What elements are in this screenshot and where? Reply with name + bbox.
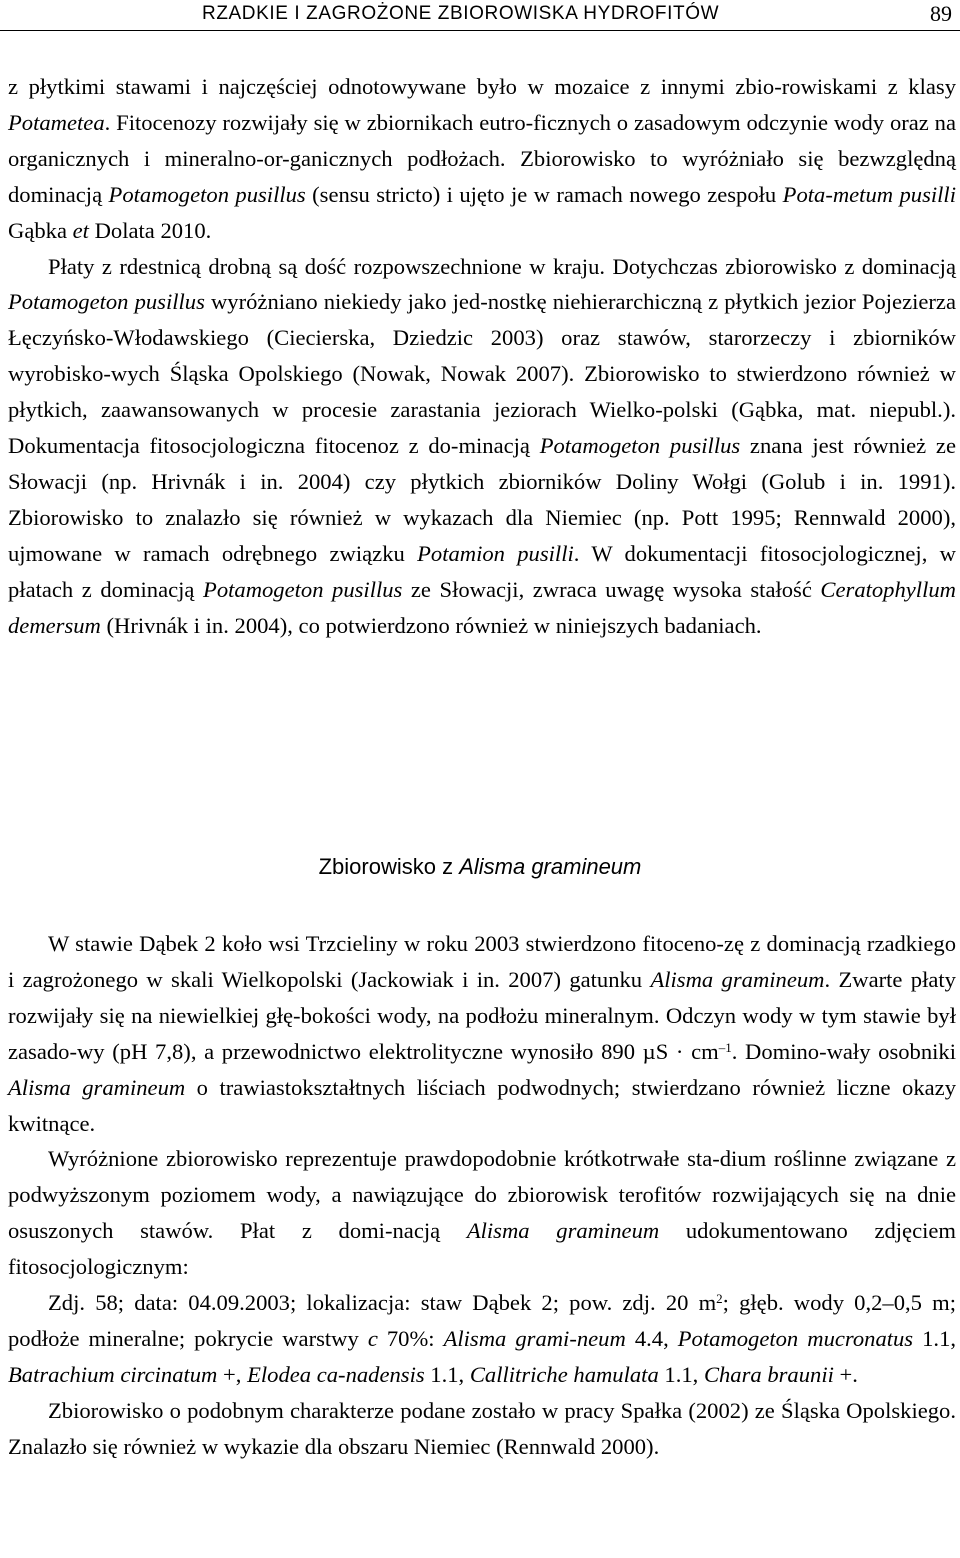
page-number: 89 <box>930 1 952 26</box>
section-heading-taxon: Alisma gramineum <box>459 854 642 879</box>
taxon-name: Potamogeton pusillus <box>203 576 403 602</box>
text-run: Gąbka <box>8 217 73 243</box>
text-run: znana jest również ze Słowacji (np. Hrivnák i in. 2004) czy płytkich zbiorników Doliny Wołgi (Golub i in. 1991). Zbiorowisko to znalazło się również w wykazach dla Niemiec (np. Pott 1995; Rennwald 2000), ujmowane w ramach odrębnego związku <box>8 433 956 566</box>
body-text-bottom <box>8 926 956 1465</box>
taxon-name: Chara braunii <box>703 1361 834 1387</box>
text-run: 1.1, <box>913 1325 957 1351</box>
body-text-top <box>8 69 956 644</box>
text-run: . Domino-wały osobniki <box>731 1038 956 1064</box>
taxon-name: Potamion pusilli <box>417 540 574 566</box>
text-run: (sensu stricto) i ujęto je w ramach nowego zespołu <box>305 181 783 207</box>
paragraph-2 <box>8 249 956 644</box>
running-title: RZADKIE I ZAGROŻONE ZBIOROWISKA HYDROFITÓW <box>202 3 720 24</box>
text-run: +. <box>833 1361 858 1387</box>
taxon-name: Batrachium circinatum <box>8 1361 218 1387</box>
paragraph-3 <box>8 926 956 1141</box>
taxon-name: Potametea <box>8 109 105 135</box>
text-run: 1.1, <box>658 1361 704 1387</box>
text-run: Zdj. 58; data: 04.09.2003; lokalizacja: staw Dąbek 2; pow. zdj. 20 m <box>48 1290 717 1316</box>
taxon-name: Elodea ca-nadensis <box>247 1361 425 1387</box>
text-run: (Hrivnák i in. 2004), co potwierdzono również w niniejszych badaniach. <box>100 612 762 638</box>
taxon-name: Alisma gramineum <box>650 966 825 992</box>
text-run: . W dokumentacji fitosocjologicznej, w płatach z dominacją <box>8 540 956 602</box>
text-run: ; głęb. wody 0,2–0,5 m; podłoże mineralne; pokrycie warstwy <box>8 1290 956 1351</box>
taxon-name: Ceratophyllum demersum <box>8 576 956 638</box>
text-run: Płaty z rdestnicą drobną są dość rozpowszechnione w kraju. Dotychczas zbiorowisko z dominacją <box>48 253 956 279</box>
text-run: wyróżniano niekiedy jako jed-nostkę niehierarchiczną z płytkich jezior Pojezierza Łęczyńsko-Włodawskiego (Ciecierska, Dziedzic 2003) oraz stawów, starorzeczy i zbiorników wyrobisko-wych Śląska Opolskiego (Nowak, Nowak 2007). Zbiorowisko to stwierdzono również w płytkich, zaawansowanych w procesie zarastania jeziorach Wielko-polski (Gąbka, mat. niepubl.). Dokumentacja fitosocjologiczna fitocenoz z do-minacją <box>8 289 956 459</box>
taxon-name: Alisma gramineum <box>8 1074 186 1100</box>
text-run: 1.1, <box>424 1361 470 1387</box>
paragraph-4 <box>8 1141 956 1285</box>
text-run: udokumentowano zdjęciem fitosocjologicznym: <box>8 1218 956 1280</box>
taxon-name: Potamogeton pusillus <box>539 433 741 459</box>
running-header <box>0 0 960 31</box>
taxon-name: Potamogeton pusillus <box>108 181 306 207</box>
taxon-name: Alisma grami-neum <box>443 1325 626 1351</box>
text-run-italic: et <box>72 217 89 243</box>
taxon-name: Alisma gramineum <box>466 1218 660 1244</box>
text-run: Wyróżnione zbiorowisko reprezentuje prawdopodobnie krótkotrwałe sta-dium roślinne związane z podwyższonym poziomem wody, a nawiązujące do zbiorowisk terofitów rozwijających się na dnie osuszonych stawów. Płat z domi-nacją <box>8 1146 956 1244</box>
text-run: ze Słowacji, zwraca uwagę wysoka stałość <box>402 576 821 602</box>
paragraph-1 <box>8 69 956 249</box>
text-run: z płytkimi stawami i najczęściej odnotowywane było w mozaice z innymi zbio-rowiskami z klasy <box>8 74 956 99</box>
text-run: . Zwarte płaty rozwijały się na niewielkiej głę-bokości wody, na podłożu mineralnym. Odczyn wody w tym stawie był zasado-wy (pH 7,8), a przewodnictwo elektrolityczne wynosiło 890 µS · cm <box>8 966 956 1064</box>
section-heading <box>0 854 960 880</box>
taxon-name: Callitriche hamulata <box>469 1361 659 1387</box>
text-run: Dolata 2010. <box>88 217 212 243</box>
text-run: +, <box>217 1361 248 1387</box>
text-run: o trawiastokształtnych liściach podwodnych; stwierdzano również liczne okazy kwitnące. <box>8 1074 956 1136</box>
taxon-name: Pota-metum pusilli <box>782 181 956 207</box>
text-run: . Fitocenozy rozwijały się w zbiornikach eutro-ficznych o zasadowym odczynie wody oraz na organicznych i mineralno-or-ganicznych podłożach. Zbiorowisko to wyróżniało się bezwzględną dominacją <box>8 109 956 207</box>
text-run: 70%: <box>377 1325 444 1351</box>
paragraph-6 <box>8 1393 956 1465</box>
section-heading-text: Zbiorowisko z <box>318 854 460 879</box>
releve-record <box>8 1285 956 1393</box>
text-run: 4.4, <box>625 1325 678 1351</box>
taxon-name: Potamogeton mucronatus <box>677 1325 914 1351</box>
taxon-name: Potamogeton pusillus <box>8 289 205 315</box>
superscript: –1 <box>718 1039 732 1055</box>
text-run-italic: c <box>367 1325 378 1351</box>
text-run: W stawie Dąbek 2 koło wsi Trzcieliny w roku 2003 stwierdzono fitoceno-zę z dominacją rzadkiego i zagrożonego w skali Wielkopolski (Jackowiak i in. 2007) gatunku <box>8 931 956 992</box>
superscript: 2 <box>716 1290 723 1306</box>
text-run: Zbiorowisko o podobnym charakterze podane zostało w pracy Spałka (2002) ze Śląska Opolskiego. Znalazło się również w wykazie dla obszaru Niemiec (Rennwald 2000). <box>8 1397 956 1459</box>
